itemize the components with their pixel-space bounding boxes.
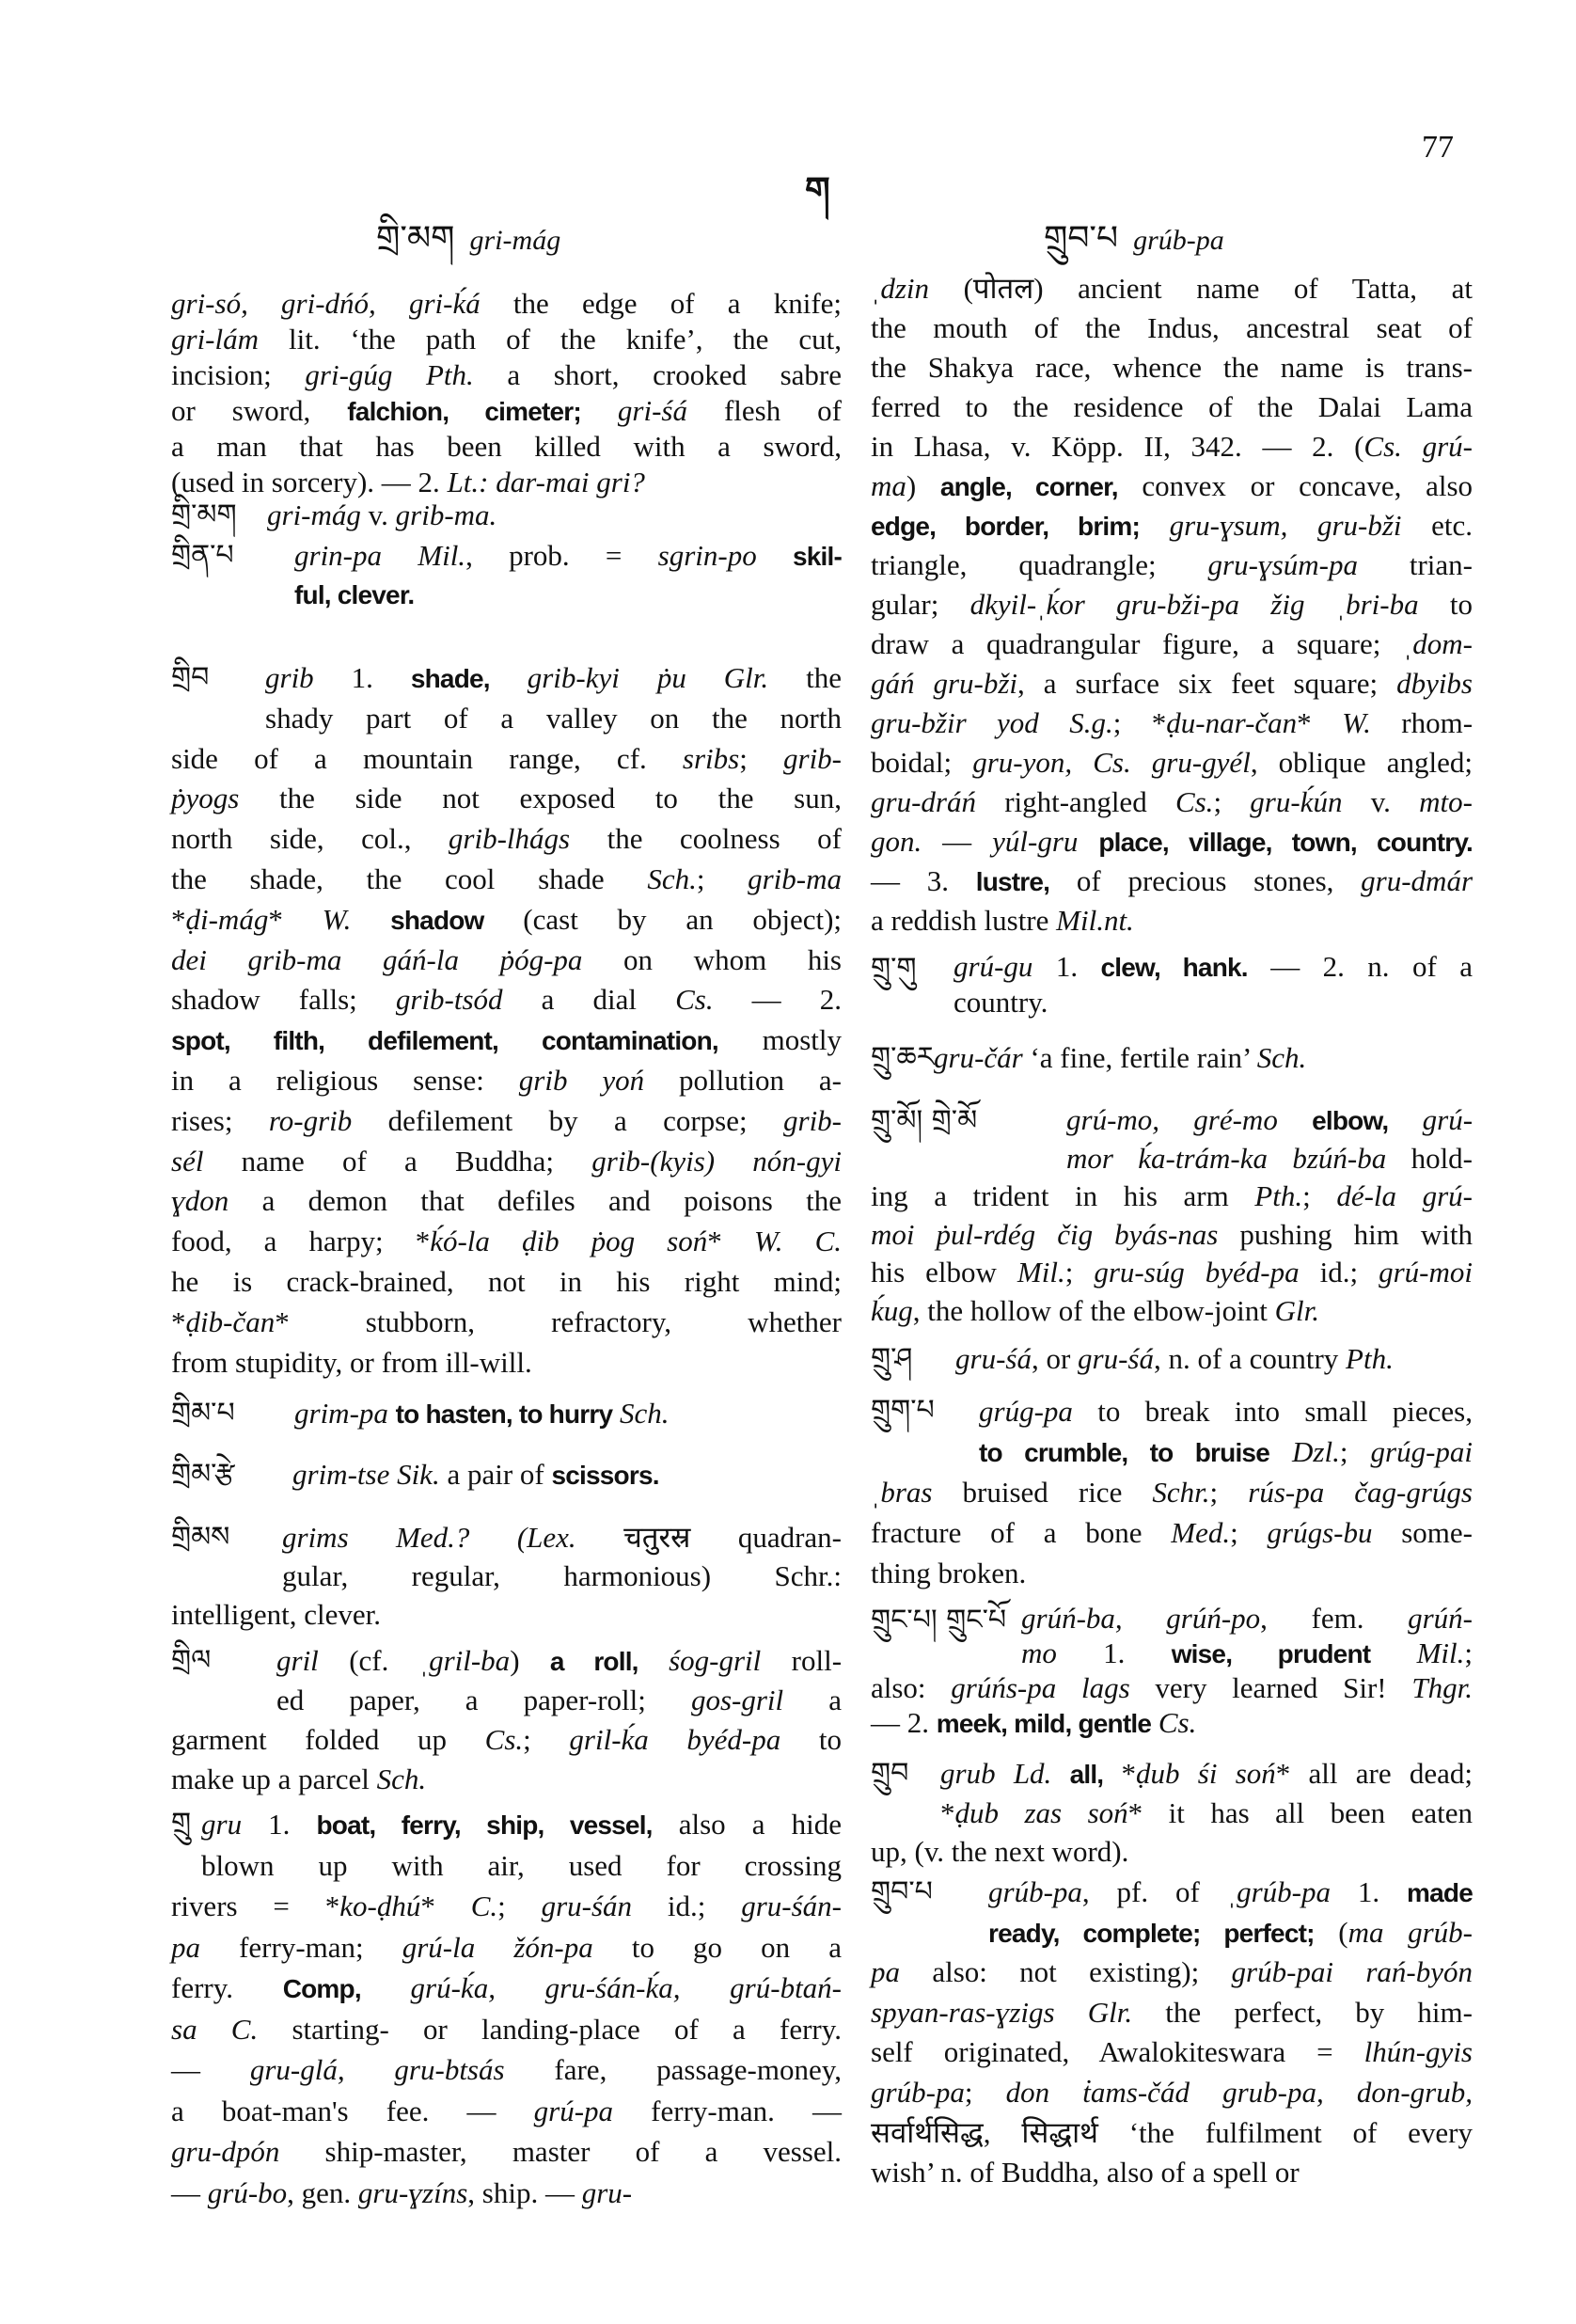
entry-line: up, (v. the next word). [871,1835,1129,1868]
definition-keyword: to crumble, to bruise [979,1438,1269,1467]
entry-line: fracture of a bone Med.; grúgs-bu some- [871,1516,1473,1549]
entry-line: in a religious sense: grib yoń pollution a- [171,1063,843,1097]
tibetan-transliteration: grúb-pa [988,1875,1082,1908]
tibetan-transliteration: grib-lhágs [448,822,571,856]
tibetan-transliteration: W. [1342,706,1371,739]
entry-line: gri-mág v. grib-ma. [267,498,497,531]
tibetan-transliteration: Cs. [1158,1706,1197,1739]
entry-line: सर्वार्थसिद्ध, सिद्धार्थ ‘the fulfilment of every [871,2115,1473,2149]
tibetan-transliteration: ˌbras [871,1476,933,1509]
definition-keyword: place, village, town, country. [1098,828,1474,857]
tibetan-transliteration: Schr. [1152,1476,1210,1509]
entry-line: grúń-ba, grúń-po, fem. grúń- [1021,1602,1473,1635]
entry-line: to crumble, to bruise Dzl.; grúg-pai [979,1435,1474,1468]
tibetan-transliteration: gru-śán [541,1889,633,1922]
tibetan-transliteration: gri-gúg Pth. [305,358,474,391]
entry-line: gru-dráń right-angled Cs.; gru-ḱún v. mto- [871,785,1473,818]
entry-line: gru-śá, or gru-śá, n. of a country Pth. [955,1342,1394,1375]
entry-line: sél name of a Buddha; grib-(kyis) nón-gyi [171,1144,842,1178]
definition-keyword: scissors. [551,1461,659,1490]
entry-line: wish’ n. of Buddha, also of a spell or [871,2156,1300,2190]
entry-line: gáń gru-bži, a surface six feet square; dbyibs [871,667,1473,700]
tibetan-headword: གྲིམ་རྩེ [171,1458,235,1491]
header-left-tibetan: གྲི་མག [376,219,455,258]
tibetan-headword: གྲིབ [171,661,210,694]
tibetan-transliteration: sél [171,1144,204,1178]
entry-line: his elbow Mil.; gru-súg byéd-pa id.; grú-moi [871,1256,1473,1288]
header-right-tibetan: གྲུབ་པ [1044,219,1119,258]
tibetan-transliteration: mo [1021,1636,1057,1669]
dictionary-entry [871,1101,1473,1330]
tibetan-transliteration: grim-pa [294,1397,388,1430]
header-center-letter: ག [805,169,830,211]
tibetan-transliteration: grib- [783,1103,842,1137]
definition-keyword: angle, corner, [939,472,1118,501]
tibetan-transliteration: grib yoń [518,1063,645,1097]
tibetan-transliteration: ˌgrúb-pa [1226,1875,1331,1908]
tibetan-transliteration: pa [171,1930,200,1964]
running-header-left [376,199,560,295]
entry-line: food, a harpy; *ḱó-la ḍib ṗog soń* W. C. [171,1225,843,1258]
entry-line: — 2. meek, mild, gentle Cs. [871,1706,1197,1739]
entry-line: gru-dpón ship-master, master of a vessel. [171,2135,842,2168]
definition-keyword: skil- [792,542,843,571]
tibetan-transliteration: Cs. [1174,785,1214,818]
entry-line: (used in sorcery). — 2. Lt.: dar-mai gri? [171,466,645,498]
tibetan-transliteration: grúb-pai rań-byón [1231,1955,1473,1989]
entry-line: a reddish lustre Mil.nt. [871,904,1134,937]
tibetan-transliteration: Glr. [1274,1293,1320,1327]
definition-keyword: meek, mild, gentle [936,1709,1152,1738]
tibetan-transliteration: ḍu-nar-čan [1166,706,1298,739]
tibetan-headword: གྲི་མག [171,498,237,531]
tibetan-transliteration: sgrin-po [657,539,757,572]
tibetan-transliteration: grú-pa [533,2094,614,2127]
dictionary-entry [171,1518,842,1634]
dictionary-entry [871,1339,1473,1378]
tibetan-transliteration: ḱó-la ḍib ṗog soń [430,1225,708,1258]
tibetan-transliteration: Cs. [484,1723,524,1756]
header-left-roman: gri-mág [469,225,561,256]
tibetan-transliteration: gru-śá [955,1342,1032,1375]
definition-keyword: lustre, [975,867,1050,896]
tibetan-transliteration: ḍub śi soń [1136,1757,1276,1790]
entry-line [171,575,842,613]
tibetan-transliteration: śog-gril [669,1644,762,1677]
tibetan-transliteration: grú-la žón-pa [402,1930,593,1964]
tibetan-transliteration: gri-mág [267,498,361,531]
definition-keyword: wise, prudent [1171,1639,1371,1668]
tibetan-transliteration: grib-(kyis) nón-gyi [591,1144,842,1178]
entry-line: draw a quadrangular figure, a square; ˌdom- [871,627,1473,660]
entry-line: ferred to the residence of the Dalai Lama [871,390,1473,423]
entry-line: grúb-pa; don ṫams-čád grub-pa, don-grub, [871,2075,1473,2109]
tibetan-transliteration: Mil. [1017,1256,1065,1288]
tibetan-transliteration: spyan-ras-ɣzigs Glr. [871,1995,1133,2029]
entry-line: gular; dkyil-ˌḱor gru-bži-pa žig ˌbri-ba to [871,588,1473,621]
definition-keyword: ready, complete; perfect; [988,1918,1315,1948]
definition-keyword: shade, [410,664,490,693]
entry-line: moi ṗul-rdég čig byás-nas pushing him with [871,1217,1473,1251]
entry-line: he is crack-brained, not in his right mind; [171,1264,842,1298]
entry-line: ready, complete; perfect; (ma grúb- [988,1915,1474,1949]
entry-line: incision; gri-gúg Pth. a short, crooked sabre [171,358,842,391]
dictionary-entry [171,496,842,534]
tibetan-transliteration: gru-súg byéd-pa [1094,1256,1300,1288]
tibetan-transliteration: rús-pa čag-grúgs [1248,1476,1473,1509]
tibetan-transliteration: Med. [1171,1516,1231,1549]
page-number: 77 [1422,130,1454,165]
tibetan-transliteration: Cs. grú- [1363,430,1473,463]
entry-line: gru-bžir yod S.g.; *ḍu-nar-čan* W. rhom- [871,706,1474,739]
tibetan-transliteration: grim-tse Sik. [292,1458,440,1491]
definition-keyword: clew, hank. [1100,953,1248,982]
entry-line [171,1394,842,1432]
dictionary-entry [871,1391,1473,1593]
entry-line: in Lhasa, v. Köpp. II, 342. — 2. (Cs. grú- [871,430,1473,463]
entry-line: gru-čár ‘a fine, fertile rain’ Sch. [934,1041,1307,1074]
entry-line: the Shakya race, whence the name is trans- [871,351,1473,384]
entry-line: boidal; gru-yon, Cs. gru-gyél, oblique angled; [871,746,1473,779]
tibetan-transliteration: grin-pa Mil. [294,539,466,572]
tibetan-transliteration: Cs. [675,983,714,1017]
tibetan-transliteration: Pth. [1254,1179,1303,1212]
entry-line: grin-pa Mil., prob. = sgrin-po skil- [294,539,843,572]
dictionary-entry [871,1601,1473,1740]
tibetan-transliteration: gri-śá [617,394,687,427]
tibetan-transliteration: C. [470,1889,498,1922]
entry-line: intelligent, clever. [171,1598,381,1631]
tibetan-transliteration: grib-ma. [395,498,497,531]
entry-line: spyan-ras-ɣzigs Glr. the perfect, by him- [871,1995,1473,2029]
entry-line: spot, filth, defilement, contamination, mostly [171,1023,842,1057]
tibetan-transliteration: ˌdom- [1402,627,1473,660]
tibetan-transliteration: gos-gril [690,1684,784,1716]
entry-line: gru 1. boat, ferry, ship, vessel, also a hide [201,1808,842,1841]
tibetan-transliteration: gri-só, gri-dńó, gri-ḱá [171,287,481,320]
tibetan-transliteration: pa [871,1955,900,1989]
tibetan-headword: གྲུག་པ [871,1394,935,1427]
tibetan-transliteration: grims Med.? (Lex. [282,1521,576,1554]
tibetan-transliteration: gru-dráń [871,785,976,818]
entry-line: *ḍub zas soń* it has all been eaten [940,1795,1473,1829]
tibetan-transliteration: gru-dmár [1361,864,1474,897]
entry-line: gril (cf. ˌgril-ba) a roll, śog-gril roll- [276,1644,843,1677]
entry-line: thing broken. [871,1557,1027,1589]
definition-keyword: elbow, [1312,1106,1389,1135]
entry-line: shady part of a valley on the north [265,701,842,735]
entry-line: *ḍib-čan* stubborn, refractory, whether [171,1304,842,1338]
entry-line: mor ḱa-trám-ka bzúń-ba hold- [1066,1141,1473,1175]
tibetan-transliteration: ko-ḍhú [339,1889,421,1922]
dictionary-entry [171,658,842,1383]
entry-line: grib 1. shade, grib-kyi ṗu Glr. the [265,661,843,694]
tibetan-transliteration: gru-śá [1078,1342,1154,1375]
tibetan-transliteration: Mil.nt. [1056,904,1134,937]
entry-line: garment folded up Cs.; gril-ḱa byéd-pa to [171,1723,842,1756]
tibetan-transliteration: gru [201,1808,243,1841]
definition-keyword: a roll, [549,1647,638,1676]
tibetan-transliteration: don ṫams-čád grub-pa, don-grub, [1005,2075,1473,2109]
tibetan-transliteration: grib- [783,741,842,775]
tibetan-headword: གྲུང་པ། གྲུང་པོ [871,1604,1007,1636]
tibetan-transliteration: yúl-gru [992,825,1079,858]
entry-line: grims Med.? (Lex. चतुरस्र quadran- [282,1521,843,1554]
tibetan-transliteration: dkyil-ˌḱor gru-bži-pa žig ˌbri-ba [969,588,1419,621]
tibetan-transliteration: Thgr. [1411,1671,1473,1704]
tibetan-transliteration: ma grúb- [1347,1915,1474,1949]
entry-line: sa C. starting- or landing-place of a ferry. [171,2012,842,2046]
entry-line: — gru-glá, gru-btsás fare, passage-money, [171,2053,842,2086]
entry-line: ɣdon a demon that defiles and poisons the [171,1184,842,1218]
entry-line: ma) angle, corner, convex or concave, also [871,469,1474,502]
tibetan-headword: གྲིན་པ [171,539,234,572]
entry-line: gri-lám lit. ‘the path of the knife’, the cut, [171,323,842,356]
dictionary-entry [171,536,842,613]
dictionary-entry [871,1038,1473,1077]
entry-line: or sword, falchion, cimeter; gri-śá flesh of [171,394,842,427]
dictionary-entry [171,1455,842,1494]
tibetan-transliteration: grúń-ba, grúń-po [1021,1602,1261,1635]
dictionary-entry [171,1804,842,2213]
definition-keyword: spot, filth, defilement, contamination, [171,1026,718,1056]
entry-line: gon. — yúl-gru place, village, town, country. [871,825,1474,858]
tibetan-transliteration: gru-ḱún [1250,785,1343,818]
entry-line: from stupidity, or from ill-will. [171,1345,532,1379]
tibetan-transliteration: lhún-gyis [1363,2035,1473,2069]
tibetan-headword: གྲུ་གུ [871,952,917,985]
tibetan-transliteration: grú- [1422,1103,1474,1136]
tibetan-headword: གྲུབ་པ [871,1875,933,1908]
entry-line: — grú-bo, gen. gru-ɣzíns, ship. — gru- [171,2175,633,2209]
tibetan-transliteration: ḍi-mág [185,902,269,936]
tibetan-transliteration: dé-la grú- [1336,1179,1473,1212]
tibetan-transliteration: W. C. [753,1225,843,1258]
entry-line: dei grib-ma gáń-la ṗóg-pa on whom his [171,942,842,976]
tibetan-transliteration: grib [265,661,314,694]
tibetan-transliteration: gru-śán- [741,1889,842,1922]
tibetan-transliteration: gáń gru-bži [871,667,1018,700]
tibetan-transliteration: gri-lám [171,323,259,356]
tibetan-headword: གྲིམ་པ [171,1397,235,1430]
tibetan-headword: གྲིལ [171,1644,212,1677]
dictionary-entry [171,1641,842,1799]
tibetan-transliteration: Mil. [1416,1636,1465,1669]
tibetan-transliteration: ɣdon [171,1184,229,1218]
entry-line: also: grúńs-pa lags very learned Sir! Thgr. [871,1671,1473,1704]
definition-keyword: boat, ferry, ship, vessel, [316,1810,653,1840]
tibetan-transliteration: grib-tsód [395,983,503,1017]
tibetan-transliteration: gru-ɣsum, gru-bži [1169,509,1402,542]
entry-line: grub Ld. all, *ḍub śi soń* all are dead; [940,1757,1473,1790]
entry-line: ing a trident in his arm Pth.; dé-la grú- [871,1179,1473,1212]
entry-line: grú-gu 1. clew, hank. — 2. n. of a [953,950,1474,983]
entry-line: rivers = *ko-ḍhú* C.; gru-śán id.; gru-śán- [171,1889,842,1922]
tibetan-headword: གྲུབ [871,1757,909,1790]
tibetan-transliteration: grub Ld. [940,1757,1052,1790]
tibetan-transliteration: Dzl. [1292,1435,1340,1468]
tibetan-transliteration: grú-moi [1379,1256,1473,1288]
tibetan-transliteration: Pth. [1346,1342,1394,1375]
entry-continuation [871,269,1473,941]
tibetan-transliteration: Sch. [619,1397,670,1430]
tibetan-transliteration: grú-bo [207,2175,288,2209]
tibetan-transliteration: gru-ɣsúm-pa [1207,548,1358,581]
tibetan-transliteration: Sch. [376,1763,427,1795]
entry-line: gular, regular, harmonious) Schr.: [282,1559,842,1592]
dictionary-entry [871,949,1473,1020]
entry-line: self originated, Awalokiteswara = lhún-gyis [871,2035,1473,2069]
tibetan-transliteration: gril [276,1644,319,1677]
entry-line: *ḍi-mág* W. shadow (cast by an object); [171,902,843,936]
entry-line: grúg-pa to break into small pieces, [979,1395,1473,1428]
entry-line: ṗyogs the side not exposed to the sun, [171,782,842,815]
tibetan-headword: གྲུ་མོ། གྲེ་མོ [871,1104,978,1137]
tibetan-transliteration: W. [322,902,352,936]
tibetan-transliteration: ṗyogs [171,782,240,815]
tibetan-headword: གྲུ་ཤ [871,1342,913,1375]
tibetan-transliteration: mto- [1419,785,1473,818]
entry-line: make up a parcel Sch. [171,1763,427,1795]
entry-line: blown up with air, used for crossing [201,1848,842,1882]
tibetan-transliteration: sribs [682,741,740,775]
entry-line: pa ferry-man; grú-la žón-pa to go on a [171,1930,842,1964]
tibetan-transliteration: grib-ma [748,862,842,895]
entry-line: rises; ro-grib defilement by a corpse; grib- [171,1103,842,1137]
entry-line: shadow falls; grib-tsód a dial Cs. — 2. [171,983,843,1017]
definition-keyword: Comp, [282,1974,361,2003]
tibetan-transliteration: grú-ḱa, gru-śán-ḱa, grú-btań- [410,1971,843,2004]
definition-keyword: all, [1069,1760,1104,1789]
entry-line: north side, col., grib-lhágs the coolness of [171,822,842,856]
entry-line: triangle, quadrangle; gru-ɣsúm-pa trian- [871,548,1473,581]
tibetan-transliteration: gru-ɣzíns [357,2175,468,2209]
dictionary-entry [171,1394,842,1432]
tibetan-transliteration: dei grib-ma gáń-la ṗóg-pa [171,942,583,976]
tibetan-transliteration: grúgs-bu [1267,1516,1373,1549]
tibetan-transliteration: ˌdzin [871,272,929,305]
tibetan-transliteration: ḍub zas soń [954,1795,1128,1829]
definition-keyword: falchion, cimeter; [347,397,581,426]
entry-line: ḱug, the hollow of the elbow-joint Glr. [871,1293,1320,1327]
tibetan-transliteration: grúg-pai [1370,1435,1474,1468]
entry-line: gri-só, gri-dńó, gri-ḱá the edge of a knife; [171,287,843,320]
tibetan-transliteration: ḍib-čan [185,1304,276,1338]
tibetan-transliteration: gru-bžir yod S.g. [871,706,1113,739]
entry-line: edge, border, brim; gru-ɣsum, gru-bži etc. [871,509,1473,542]
tibetan-headword: གྲིམས [171,1521,230,1554]
entry-line: a boat-man's fee. — grú-pa ferry-man. — [171,2094,842,2127]
tibetan-transliteration: grúńs-pa lags [951,1671,1130,1704]
definition-keyword: made [1407,1878,1473,1907]
tibetan-transliteration: mor ḱa-trám-ka bzúń-ba [1066,1141,1387,1175]
tibetan-transliteration: grúg-pa [979,1395,1073,1428]
tibetan-transliteration: gru-dpón [171,2135,280,2168]
header-right-roman: grúb-pa [1133,225,1224,256]
entry-line: ed paper, a paper-roll; gos-gril a [276,1684,842,1716]
entry-line: ˌbras bruised rice Schr.; rús-pa čag-grúgs [871,1476,1473,1509]
tibetan-transliteration: Sch. [1256,1041,1307,1074]
tibetan-transliteration: grúb-pa [871,2075,965,2109]
tibetan-transliteration: gru-čár [934,1041,1023,1074]
entry-line: mo 1. wise, prudent Mil.; [1021,1636,1473,1669]
entry-line: side of a mountain range, cf. sribs; grib- [171,741,842,775]
entry-line: country. [953,986,1048,1019]
entry-line: ferry. Comp, grú-ḱa, gru-śán-ḱa, grú-btań- [171,1971,843,2004]
entry-line: grúb-pa, pf. of ˌgrúb-pa 1. made [988,1875,1473,1908]
entry-continuation [171,286,842,500]
tibetan-headword: གྲུ [171,1807,192,1840]
tibetan-transliteration: gru-glá, gru-btsás [249,2053,505,2086]
tibetan-transliteration: grúń- [1408,1602,1473,1635]
tibetan-transliteration: dbyibs [1396,667,1473,700]
tibetan-transliteration: grib-kyi ṗu Glr. [527,661,769,694]
tibetan-transliteration: ḱug [871,1293,913,1327]
tibetan-transliteration: sa C. [171,2012,259,2046]
tibetan-transliteration: gru-yon, Cs. gru-gyél [972,746,1251,779]
tibetan-transliteration: gon. [871,825,922,858]
tibetan-transliteration: Sch. [647,862,697,895]
entry-line: the shade, the cool shade Sch.; grib-ma [171,862,842,895]
definition-keyword: to hasten, to hurry [395,1399,613,1429]
tibetan-transliteration: ˌgril-ba [418,1644,511,1677]
dictionary-entry [871,1754,1473,1872]
tibetan-transliteration: grú-mo, gré-mo [1066,1103,1278,1136]
tibetan-transliteration: Lt.: dar-mai gri? [447,466,645,498]
entry-line: the mouth of the Indus, ancestral seat of [871,311,1473,344]
definition-keyword: shadow [390,905,484,935]
tibetan-headword: གྲུ་ཆར [871,1041,935,1074]
definition-keyword: edge, border, brim; [871,512,1141,541]
entry-line: a man that has been killed with a sword, [171,430,842,463]
tibetan-transliteration: moi ṗul-rdég čig byás-nas [871,1217,1219,1251]
entry-line: pa also: not existing); grúb-pai rań-byón [871,1955,1473,1989]
tibetan-transliteration: ro-grib [268,1103,353,1137]
tibetan-transliteration: gril-ḱa byéd-pa [569,1723,781,1756]
entry-line: grim-tse Sik. a pair of scissors. [292,1458,659,1491]
definition-keyword: ful, clever. [294,580,415,609]
entry-line: — 3. lustre, of precious stones, gru-dmár [871,864,1474,897]
entry-line: ˌdzin (पोतल) ancient name of Tatta, at [871,272,1473,305]
tibetan-transliteration: gru- [581,2175,633,2209]
dictionary-entry [871,1873,1473,2193]
tibetan-transliteration: grú-gu [953,950,1033,983]
tibetan-transliteration: ma [871,469,906,502]
